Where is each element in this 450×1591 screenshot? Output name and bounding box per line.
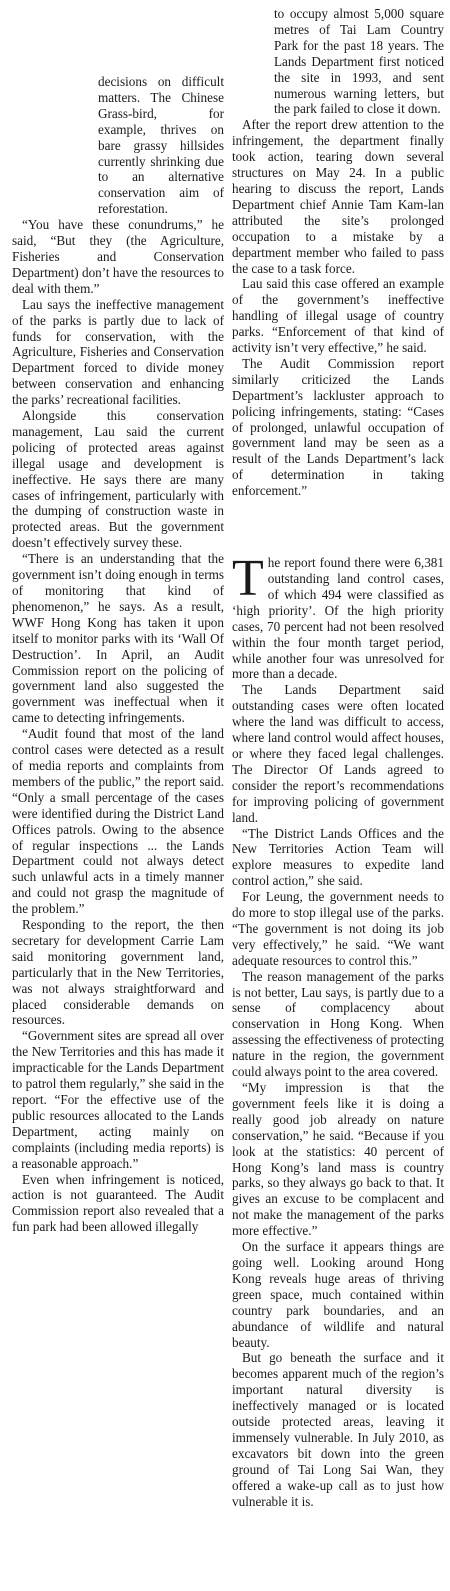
paragraph: “You have these conundrums,” he said, “But they (the Agriculture, Fisheries and Conservation Department) don’t have the resources to deal with them.” bbox=[12, 217, 224, 296]
paragraph: The reason management of the parks is not better, Lau says, is partly due to a sense of complacency about conservation in Hong Kong. When assessing the effectiveness of protecting nature in the region, the government could always point to the area covered. bbox=[232, 968, 444, 1080]
paragraph: “There is an understanding that the government isn’t doing enough in terms of monitoring that kind of phenomenon,” he says. As a result, WWF Hong Kong has taken it upon itself to monitor parks with its ‘Wall Of Destruction’. In April, an Audit Commission report on the policing of government land also suggested the government was ineffectual when it came to detecting infringements. bbox=[12, 551, 224, 726]
paragraph: Even when infringement is noticed, action is not guaranteed. The Audit Commission report also revealed that a fun park had been allowed illegally bbox=[12, 1171, 224, 1235]
paragraph: The Lands Department said outstanding cases were often located where the land was difficult to access, where land control would affect houses, or where they faced legal challenges. The Director Of Lands agreed to consider the report’s recommendations for improving policing of government land. bbox=[232, 682, 444, 825]
paragraph: Lau says the ineffective management of the parks is partly due to lack of funds for conservation, with the Agriculture, Fisheries and Conservation Department forced to divide money between conservation and enhancing the parks’ recreational facilities. bbox=[12, 296, 224, 408]
paragraph: For Leung, the government needs to do more to stop illegal use of the parks. “The government is not doing its job very effectively,” he said. “We want adequate resources to control this.” bbox=[232, 889, 444, 968]
paragraph: “My impression is that the government feels like it is doing a really good job already on nature conservation,” he said. “Because if you look at the statistics: 40 percent of Hong Kong’s land mass is country parks, so they always go back to that. It gives an excuse to be complacent and not make the management of the parks more effective.” bbox=[232, 1080, 444, 1239]
paragraph: But go beneath the surface and it becomes apparent much of the region’s important natural diversity is ineffectively managed or is located outside protected areas, leaving it immensely vulnerable. In July 2010, as excavators bit down into the green ground of Tai Long Sai Wan, they offered a wake-up call as to just how vulnerable it is. bbox=[232, 1350, 444, 1509]
dropcap-paragraph bbox=[232, 550, 444, 682]
paragraph: On the surface it appears things are going well. Looking around Hong Kong reveals huge areas of thriving green space, much contained within country park boundaries, and an abundance of wildlife and natural beauty. bbox=[232, 1239, 444, 1350]
left-column bbox=[12, 74, 224, 1235]
dropcap-paragraph-text: he report found there were 6,381 outstanding land control cases, of which 494 were classified as ‘high priority’. Of the high priority cases, 70 percent had not been resolved within the four month target period, while another four was unresolved for more than a decade. bbox=[232, 555, 444, 682]
paragraph: “Government sites are spread all over the New Territories and this has made it impracticable for the Lands Department to patrol them regularly,” she said in the report. “For the effective use of the public resources allocated to the Lands Department, acting mainly on complaints (including media reports) is a reasonable approach.” bbox=[12, 1028, 224, 1171]
paragraph: Lau said this case offered an example of the government’s ineffective handling of illegal usage of country parks. “Enforcement of that kind of activity isn’t very effective,” he said. bbox=[232, 276, 444, 356]
paragraph: “Audit found that most of the land control cases were detected as a result of media reports and complaints from members of the public,” the report said. “Only a small percentage of the cases were identified during the District Land Offices patrols. Owing to the absence of regular inspections ... the Lands Department could not always detect such unlawful acts in a timely manner and could not grasp the magnitude of the problem.” bbox=[12, 726, 224, 917]
paragraph: decisions on difficult matters. The Chinese Grass-bird, for example, thrives on bare grassy hillsides currently shrinking due to an alternative conservation aim of reforestation. bbox=[98, 74, 224, 217]
paragraph: to occupy almost 5,000 square metres of Tai Lam Country Park for the past 18 years. The Lands Department first noticed the site in 1993, and sent numerous warning letters, but the park failed to close it down. bbox=[274, 6, 444, 117]
paragraph: After the report drew attention to the infringement, the department finally took action, tearing down several structures on May 24. In a public hearing to discuss the report, Lands Department chief Annie Tam Kam-lan attributed the site’s prolonged occupation to a mistake by a department member who failed to pass the case to a task force. bbox=[232, 117, 444, 276]
right-column bbox=[232, 6, 444, 1509]
section-break bbox=[232, 499, 444, 555]
paragraph: Alongside this conservation management, Lau said the current policing of protected areas against illegal usage and development is ineffective. He says there are many cases of infringement, particularly with the dumping of construction waste in protected areas. But the government doesn’t effectively survey these. bbox=[12, 408, 224, 551]
dropcap-letter: T bbox=[232, 550, 264, 608]
paragraph: The Audit Commission report similarly criticized the Lands Department’s lackluster approach to policing infringements, stating: “Cases of prolonged, unlawful occupation of government land may be seen as a result of the Lands Department’s lack of determination in taking enforcement.” bbox=[232, 355, 444, 499]
paragraph: Responding to the report, the then secretary for development Carrie Lam said monitoring government land, particularly that in the New Territories, was not always straightforward and placed considerable demands on resources. bbox=[12, 917, 224, 1028]
paragraph: “The District Lands Offices and the New Territories Action Team will explore measures to expedite land control action,” she said. bbox=[232, 825, 444, 889]
